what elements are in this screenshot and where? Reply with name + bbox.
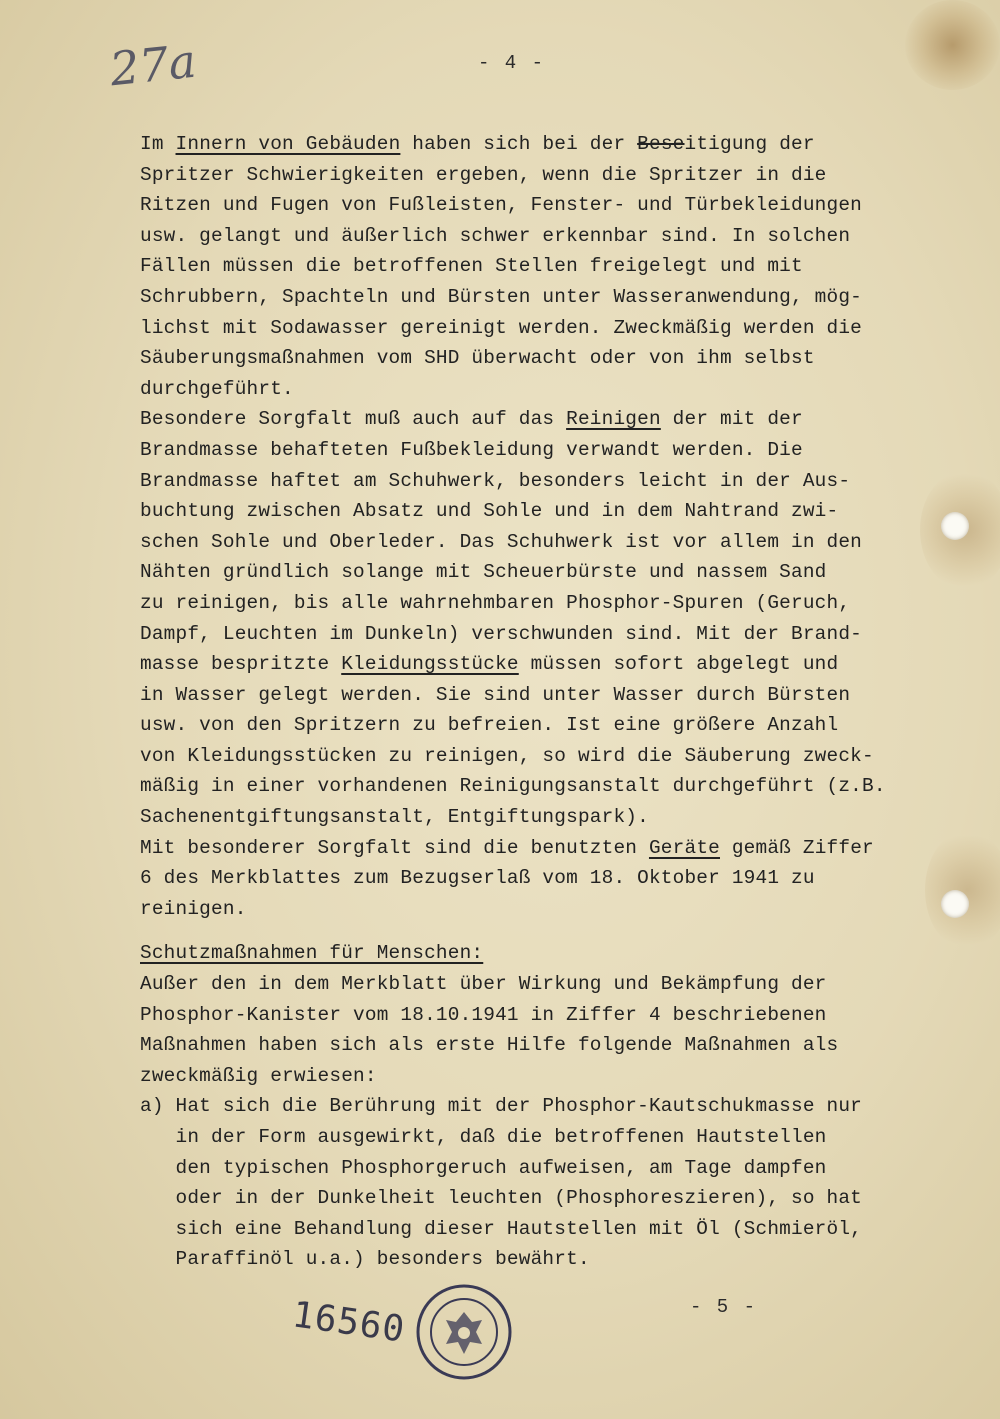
text-line bbox=[140, 1214, 940, 1245]
text-line bbox=[140, 1122, 940, 1153]
text-line bbox=[140, 649, 940, 680]
text-line bbox=[140, 527, 940, 558]
underlined-text: Geräte bbox=[648, 836, 720, 859]
text-line bbox=[140, 894, 940, 925]
text-line bbox=[140, 741, 940, 772]
text-run: schen Sohle und Oberleder. Das Schuhwerk ist vor allem in den bbox=[140, 530, 863, 553]
text-run: itigung der bbox=[684, 133, 815, 155]
text-line bbox=[140, 496, 940, 527]
underlined-text: Schutzmaßnahmen für Menschen: bbox=[140, 942, 484, 965]
text-run: sich eine Behandlung dieser Hautstellen mit Öl (Schmieröl, bbox=[140, 1217, 863, 1240]
text-run: Besondere Sorgfalt muß auch auf das bbox=[140, 408, 567, 431]
text-line bbox=[140, 1183, 940, 1214]
text-run: Außer den in dem Merkblatt über Wirkung und Bekämpfung der bbox=[140, 973, 827, 996]
text-line bbox=[140, 129, 940, 160]
text-run: gemäß Ziffer bbox=[720, 836, 874, 859]
text-line bbox=[140, 1061, 940, 1092]
text-line bbox=[140, 160, 940, 191]
underlined-text: Innern von Gebäuden bbox=[175, 133, 401, 155]
text-run: Brandmasse haftet am Schuhwerk, besonders leicht in der Aus- bbox=[140, 469, 851, 492]
text-run: Säuberungsmaßnahmen vom SHD überwacht oder von ihm selbst bbox=[140, 347, 815, 370]
text-run: usw. gelangt und äußerlich schwer erkennbar sind. In solchen bbox=[140, 224, 851, 247]
text-run: masse bespritzte bbox=[140, 653, 342, 676]
text-line bbox=[140, 1091, 940, 1122]
text-run: Maßnahmen haben sich als erste Hilfe folgende Maßnahmen als bbox=[140, 1034, 839, 1057]
text-run: 6 des Merkblattes zum Bezugserlaß vom 18. Oktober 1941 zu bbox=[140, 867, 815, 890]
text-run: Spritzer Schwierigkeiten ergeben, wenn die Spritzer in die bbox=[140, 163, 827, 186]
text-run: Schrubbern, Spachteln und Bürsten unter Wasseranwendung, mög- bbox=[140, 285, 863, 308]
paragraph-gap bbox=[140, 924, 940, 938]
text-line bbox=[140, 374, 940, 405]
text-line bbox=[140, 190, 940, 221]
text-run: usw. von den Spritzern zu befreien. Ist eine größere Anzahl bbox=[140, 714, 839, 737]
text-run: reinigen. bbox=[140, 897, 247, 920]
text-line bbox=[140, 282, 940, 313]
text-run: Dampf, Leuchten im Dunkeln) verschwunden sind. Mit der Brand- bbox=[140, 622, 863, 645]
text-run: in Wasser gelegt werden. Sie sind unter Wasser durch Bürsten bbox=[140, 683, 851, 706]
text-line bbox=[140, 680, 940, 711]
text-line bbox=[140, 710, 940, 741]
text-run: Ritzen und Fugen von Fußleisten, Fenster- und Türbekleidungen bbox=[140, 194, 863, 217]
text-run: Brandmasse behafteten Fußbekleidung verwandt werden. Die bbox=[140, 438, 803, 461]
archive-number: 16560 bbox=[289, 1294, 408, 1351]
text-run: oder in der Dunkelheit leuchten (Phosphoreszieren), so hat bbox=[140, 1187, 863, 1210]
text-line bbox=[140, 833, 940, 864]
text-run: in der Form ausgewirkt, daß die betroffenen Hautstellen bbox=[140, 1126, 827, 1148]
text-run: zu reinigen, bis alle wahrnehmbaren Phosphor-Spuren (Geruch, bbox=[140, 591, 851, 614]
text-line bbox=[140, 969, 940, 1000]
handwritten-folio-number: 27a bbox=[107, 33, 199, 97]
text-line bbox=[140, 802, 940, 833]
text-line bbox=[140, 619, 940, 650]
text-run: Nähten gründlich solange mit Scheuerbürste und nassem Sand bbox=[140, 561, 827, 584]
page-number: - 4 - bbox=[478, 52, 546, 74]
struck-text: Bese bbox=[637, 133, 685, 155]
text-line bbox=[140, 251, 940, 282]
text-run: Paraffinöl u.a.) besonders bewährt. bbox=[140, 1248, 590, 1271]
text-line bbox=[140, 938, 940, 969]
archive-seal-stamp bbox=[414, 1282, 514, 1382]
text-line bbox=[140, 1153, 940, 1184]
text-run: haben sich bei der bbox=[400, 133, 638, 155]
text-run: der mit der bbox=[660, 408, 803, 431]
text-line bbox=[140, 1000, 940, 1031]
text-run: durchgeführt. bbox=[140, 377, 294, 400]
text-line bbox=[140, 1244, 940, 1275]
text-line bbox=[140, 343, 940, 374]
text-run: Phosphor-Kanister vom 18.10.1941 in Ziffer 4 beschriebenen bbox=[140, 1003, 827, 1026]
underlined-text: Kleidungsstücke bbox=[341, 653, 519, 676]
text-line bbox=[140, 221, 940, 252]
body-text bbox=[140, 129, 940, 1275]
next-page-indicator: - 5 - bbox=[690, 1296, 758, 1318]
text-run: Mit besonderer Sorgfalt sind die benutzten bbox=[140, 836, 649, 859]
text-run: den typischen Phosphorgeruch aufweisen, am Tage dampfen bbox=[140, 1156, 827, 1179]
text-line bbox=[140, 1030, 940, 1061]
text-line bbox=[140, 466, 940, 497]
text-run: Im bbox=[140, 133, 176, 155]
stain-top-right bbox=[905, 0, 1000, 90]
text-run: buchtung zwischen Absatz und Sohle und in dem Nahtrand zwi- bbox=[140, 500, 839, 523]
text-line bbox=[140, 557, 940, 588]
text-line bbox=[140, 863, 940, 894]
punch-hole-upper bbox=[941, 512, 969, 540]
text-run: a) Hat sich die Berührung mit der Phosphor-Kautschukmasse nur bbox=[140, 1095, 863, 1118]
underlined-text: Reinigen bbox=[566, 408, 661, 431]
text-line bbox=[140, 313, 940, 344]
text-run: zweckmäßig erwiesen: bbox=[140, 1064, 377, 1087]
text-run: von Kleidungsstücken zu reinigen, so wird die Säuberung zweck- bbox=[140, 744, 874, 767]
text-run: Fällen müssen die betroffenen Stellen freigelegt und mit bbox=[140, 255, 803, 278]
text-line bbox=[140, 771, 940, 802]
text-run: müssen sofort abgelegt und bbox=[518, 653, 839, 676]
text-run: lichst mit Sodawasser gereinigt werden. Zweckmäßig werden die bbox=[140, 316, 863, 339]
text-run: mäßig in einer vorhandenen Reinigungsanstalt durchgeführt (z.B. bbox=[140, 775, 886, 798]
text-line bbox=[140, 435, 940, 466]
text-run: Sachenentgiftungsanstalt, Entgiftungspark). bbox=[140, 806, 649, 829]
punch-hole-lower bbox=[941, 890, 969, 918]
text-line bbox=[140, 588, 940, 619]
text-line bbox=[140, 404, 940, 435]
